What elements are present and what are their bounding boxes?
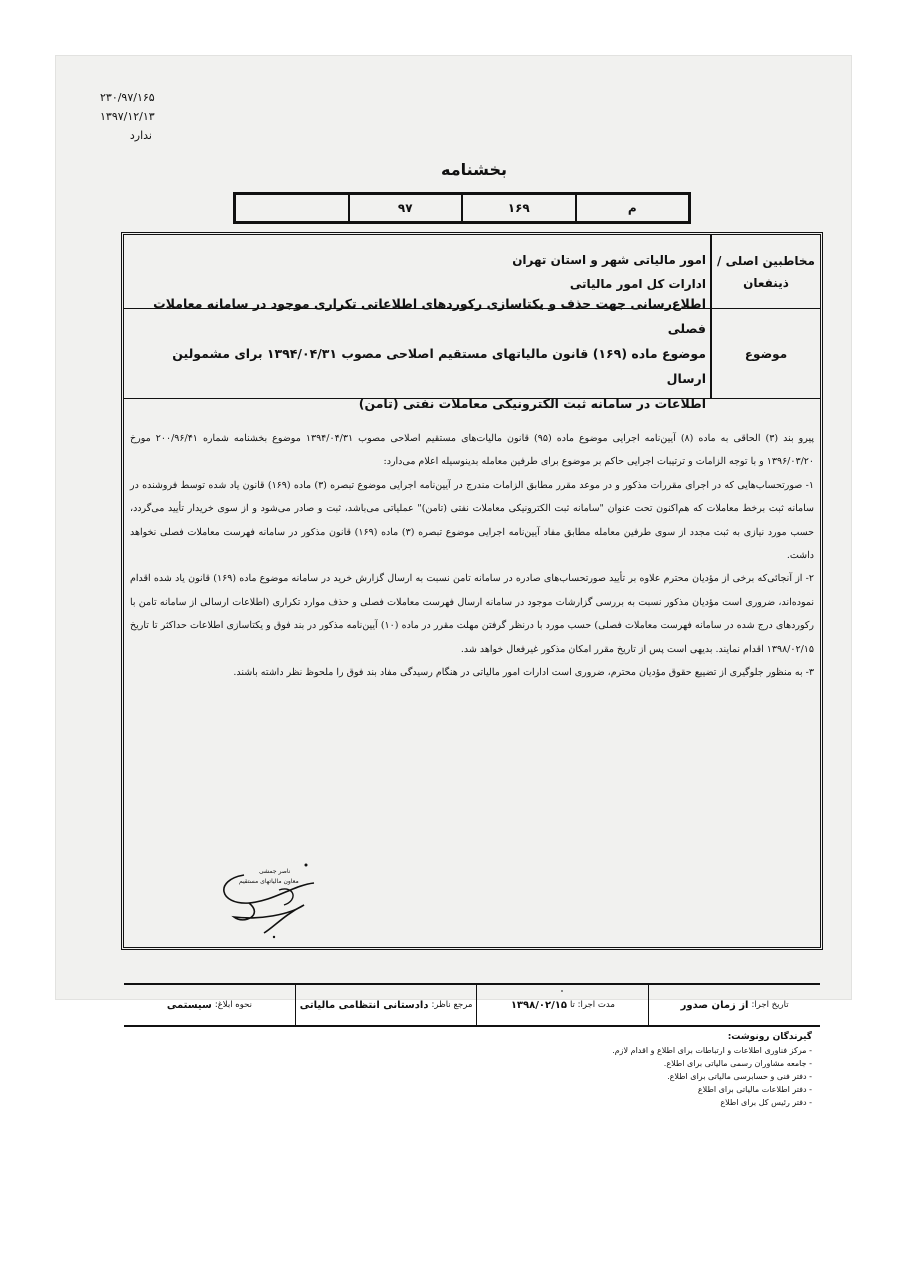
recipient-item: - دفتر اطلاعات مالیاتی برای اطلاع [697,1085,812,1094]
addressees-label: مخاطبین اصلی / ذینفعان [710,235,820,308]
subject-label: موضوع [710,309,820,398]
number-cell: ۹۷ [350,195,464,221]
body-item-3: ۳- به منظور جلوگیری از تضییع حقوق مؤدیان محترم، ضروری است ادارات امور مالیاتی در هنگام رسیدگی مفاد بند فوق را ملحوظ نظر داشته باشند. [233,667,814,679]
execution-date: تاریخ اجرا: از زمان صدور [648,985,820,1025]
document-title: بخشنامه [441,160,507,179]
circular-frame [121,232,823,1107]
circular-number-box [233,192,691,224]
paper-speck [561,990,563,992]
signature-name: ناصر جمشی [259,868,291,875]
signature [204,845,344,944]
validity-date: مدت اجرا: تا ۱۳۹۸/۰۲/۱۵ [476,985,648,1025]
body-intro: پیرو بند (۳) الحاقی به ماده (۸) آیین‌نامه اجرایی موضوع ماده (۹۵) قانون مالیات‌های مستقیم اصلاحی مصوب ۱۳۹۴/۰۴/۳۱ موضوع بخشنامه شماره ۲۰۰/۹۶/۴۱ مورخ ۱۳۹۶/۰۳/۲۰ و با توجه الزامات و ترتیبات اجرایی حاکم بر موضوع برای طرفین معامله بدینوسیله اعلام می‌دارد: [130,433,814,468]
document-meta [100,88,180,145]
signature-role: معاون مالیاتهای مستقیم [239,878,299,885]
attachment-status: ندارد [129,129,152,142]
supervising-authority: مرجع ناظر: دادستانی انتظامی مالیاتی [295,985,477,1025]
copy-recipients [612,1031,812,1109]
document-date: ۱۳۹۷/۱۲/۱۳ [100,110,155,123]
recipient-item: - جامعه مشاوران رسمی مالیاتی برای اطلاع. [663,1059,812,1068]
number-cell: ۱۶۹ [463,195,577,221]
recipients-heading: گیرندگان رونوشت: [727,1032,812,1042]
subject-value: اطلاع‌رسانی جهت حذف و یکتاسازی رکوردهای اطلاعاتی تکراری موجود در سامانه معاملات فصلی موضوع ماده (۱۶۹) قانون مالیاتهای مستقیم اصلاحی مصوب ۱۳۹۴/۰۴/۳۱ برای مشمولین ارسال اطلاعات در سامانه ثبت الکترونیکی معاملات نفتی (تامن) [153,296,706,411]
addressees-value: امور مالیاتی شهر و استان تهران ادارات کل امور مالیاتی [512,252,706,291]
document-number: ۲۳۰/۹۷/۱۶۵ [100,91,155,104]
footer-table [124,983,820,1027]
body-item-1: ۱- صورتحساب‌هایی که در اجرای مقررات مذکور و در موعد مقرر مطابق الزامات مندرج در آیین‌نامه اجرایی موضوع تبصره (۳) ماده (۱۶۹) قانون یاد شده توسط فروشنده در سامانه ثبت برخط معاملات که هم‌اکنون تحت عنوان "سامانه ثبت الکترونیکی معاملات نفتی (تامن)" عملیاتی می‌باشد، ثبت و صادر می‌شود و از سوی خریدار تأیید می‌گردد، حسب مورد نیازی به ثبت مجدد از سوی طرفین معامله مطابق مفاد آیین‌نامه اجرایی موضوع تبصره (۳) ماده (۱۶۹) قانون مذکور در سامانه فهرست معاملات فصلی نخواهد داشت. [130,479,814,562]
recipient-item: - دفتر فنی و حسابرسی مالیاتی برای اطلاع. [667,1072,812,1081]
number-cell: م [627,201,637,215]
subject-row [124,296,820,411]
number-cell [236,195,350,221]
body-item-2: ۲- از آنجائی‌که برخی از مؤدیان محترم علاوه بر تأیید صورتحساب‌های صادره در سامانه تامن نسبت به ارسال گزارش خرید در سامانه موضوع ماده (۱۶۹) قانون یاد شده اقدام نموده‌اند، ضروری است مؤدیان مذکور نسبت به بررسی گزارشات موجود در سامانه ارسال فهرست معاملات فصلی و حذف موارد تکراری (اطلاعات ارسالی از سامانه تامن با رکوردهای درج شده در سامانه فهرست معاملات فصلی) حسب مورد با درنظر گرفتن مهلت مقرر در ماده (۱۰) آیین‌نامه مذکور در بند فوق و یکتاسازی اطلاعات حداکثر تا تاریخ ۱۳۹۸/۰۲/۱۵ اقدام نمایند. بدیهی است پس از تاریخ مقرر امکان مذکور غیرفعال خواهد شد. [130,573,814,655]
recipient-item: - مرکز فناوری اطلاعات و ارتباطات برای اطلاع و اقدام لازم. [612,1046,812,1055]
notification-method: نحوه ابلاغ: سیستمی [166,999,252,1011]
recipient-item: - دفتر رئیس کل برای اطلاع [720,1098,812,1107]
